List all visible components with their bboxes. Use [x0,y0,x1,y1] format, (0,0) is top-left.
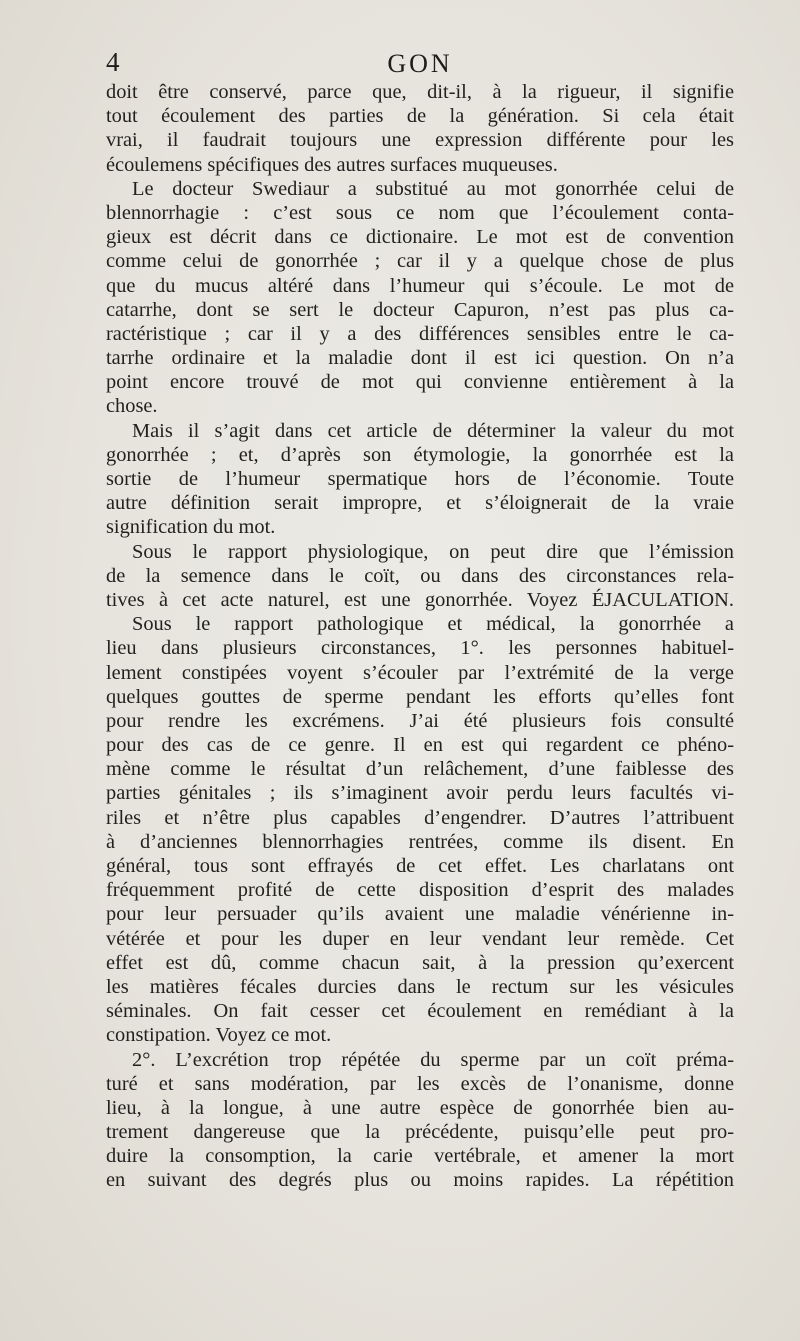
text-line: gonorrhée ; et, d’après son étymologie, la gonorrhée est la [106,443,734,466]
text-line: général, tous sont effrayés de cet effet. Les charlatans ont [106,855,734,877]
text-line: catarrhe, dont se sert le docteur Capuron, n’est pas plus ca- [106,298,734,321]
text-line: Sous le rapport pathologique et médical, la gonorrhée a [132,613,734,636]
text-line: quelques gouttes de sperme pendant les efforts qu’elles font [106,685,734,708]
text-line: lieu, à la longue, à une autre espèce de gonorrhée bien au- [106,1096,734,1119]
text-line: sortie de l’humeur spermatique hors de l’économie. Toute [106,468,734,490]
text-line: vrai, il faudrait toujours une expression différente pour les [106,129,734,152]
text-line: trement dangereuse que la précédente, puisqu’elle peut pro- [106,1121,734,1144]
text-line: 2°. L’excrétion trop répétée du sperme par un coït préma- [132,1048,734,1071]
text-line: à d’anciennes blennorrhagies rentrées, comme ils disent. En [106,830,734,853]
text-line: tout écoulement des parties de la génération. Si cela était [106,105,734,128]
text-line: Le docteur Swediaur a substitué au mot gonorrhée celui de [132,177,734,200]
text-line: pour des cas de ce genre. Il en est qui regardent ce phéno- [106,734,734,757]
text-line: Mais il s’agit dans cet article de déterminer la valeur du mot [132,419,734,442]
text-line: doit être conservé, parce que, dit-il, à la rigueur, il signifie [106,81,734,103]
text-line: de la semence dans le coït, ou dans des circonstances rela- [106,564,734,587]
text-line: effet est dû, comme chacun sait, à la pression qu’exercent [106,951,734,974]
text-line: gieux est décrit dans ce dictionaire. Le mot est de convention [106,226,734,249]
text-line: pour rendre les excrémens. J’ai été plusieurs fois consulté [106,709,734,732]
text-line: écoulemens spécifiques des autres surfaces muqueuses. [106,153,558,176]
text-line: vétérée et pour les duper en leur vendant leur remède. Cet [106,927,734,950]
text-line: point encore trouvé de mot qui convienne entièrement à la [106,371,734,394]
text-line: que du mucus altéré dans l’humeur qui s’écoule. Le mot de [106,274,734,297]
text-line: tives à cet acte naturel, est une gonorrhée. Voyez ÉJACULATION. [106,588,734,611]
text-line: constipation. Voyez ce mot. [106,1024,332,1047]
text-line: en suivant des degrés plus ou moins rapides. La répétition [106,1169,734,1192]
text-line: les matières fécales durcies dans le rectum sur les vésicules [106,975,734,998]
text-line: pour leur persuader qu’ils avaient une maladie vénérienne in- [106,903,734,926]
text-line: tarrhe ordinaire et la maladie dont il est ici question. On n’a [106,347,734,370]
text-line: turé et sans modération, par les excès de l’onanisme, donne [106,1072,734,1095]
text-line: autre définition serait impropre, et s’éloignerait de la vraie [106,492,734,515]
text-line: signification du mot. [106,516,276,539]
text-line: riles et n’être plus capables d’engendrer. D’autres l’attribuent [106,806,734,829]
text-line: fréquemment profité de cette disposition d’esprit des malades [106,879,734,902]
text-line: parties génitales ; ils s’imaginent avoir perdu leurs facultés vi- [106,782,734,805]
text-line: Sous le rapport physiologique, on peut dire que l’émission [132,540,734,563]
page-number: 4 [106,47,120,77]
text-line: chose. [106,395,158,418]
body-text [106,80,734,1193]
text-line: blennorrhagie : c’est sous ce nom que l’écoulement conta- [106,201,734,224]
text-line: séminales. On fait cesser cet écoulement en remédiant à la [106,1000,734,1023]
text-line: duire la consomption, la carie vertébrale, et amener la mort [106,1145,734,1168]
text-line: mène comme le résultat d’un relâchement, d’une faiblesse des [106,758,734,781]
text-line: lement constipées voyent s’écouler par l’extrémité de la verge [106,661,734,684]
text-line: lieu dans plusieurs circonstances, 1°. les personnes habituel- [106,637,734,660]
running-head: GON [387,49,453,78]
text-line: ractéristique ; car il y a des différences sensibles entre le ca- [106,322,734,345]
text-line: comme celui de gonorrhée ; car il y a quelque chose de plus [106,250,734,273]
